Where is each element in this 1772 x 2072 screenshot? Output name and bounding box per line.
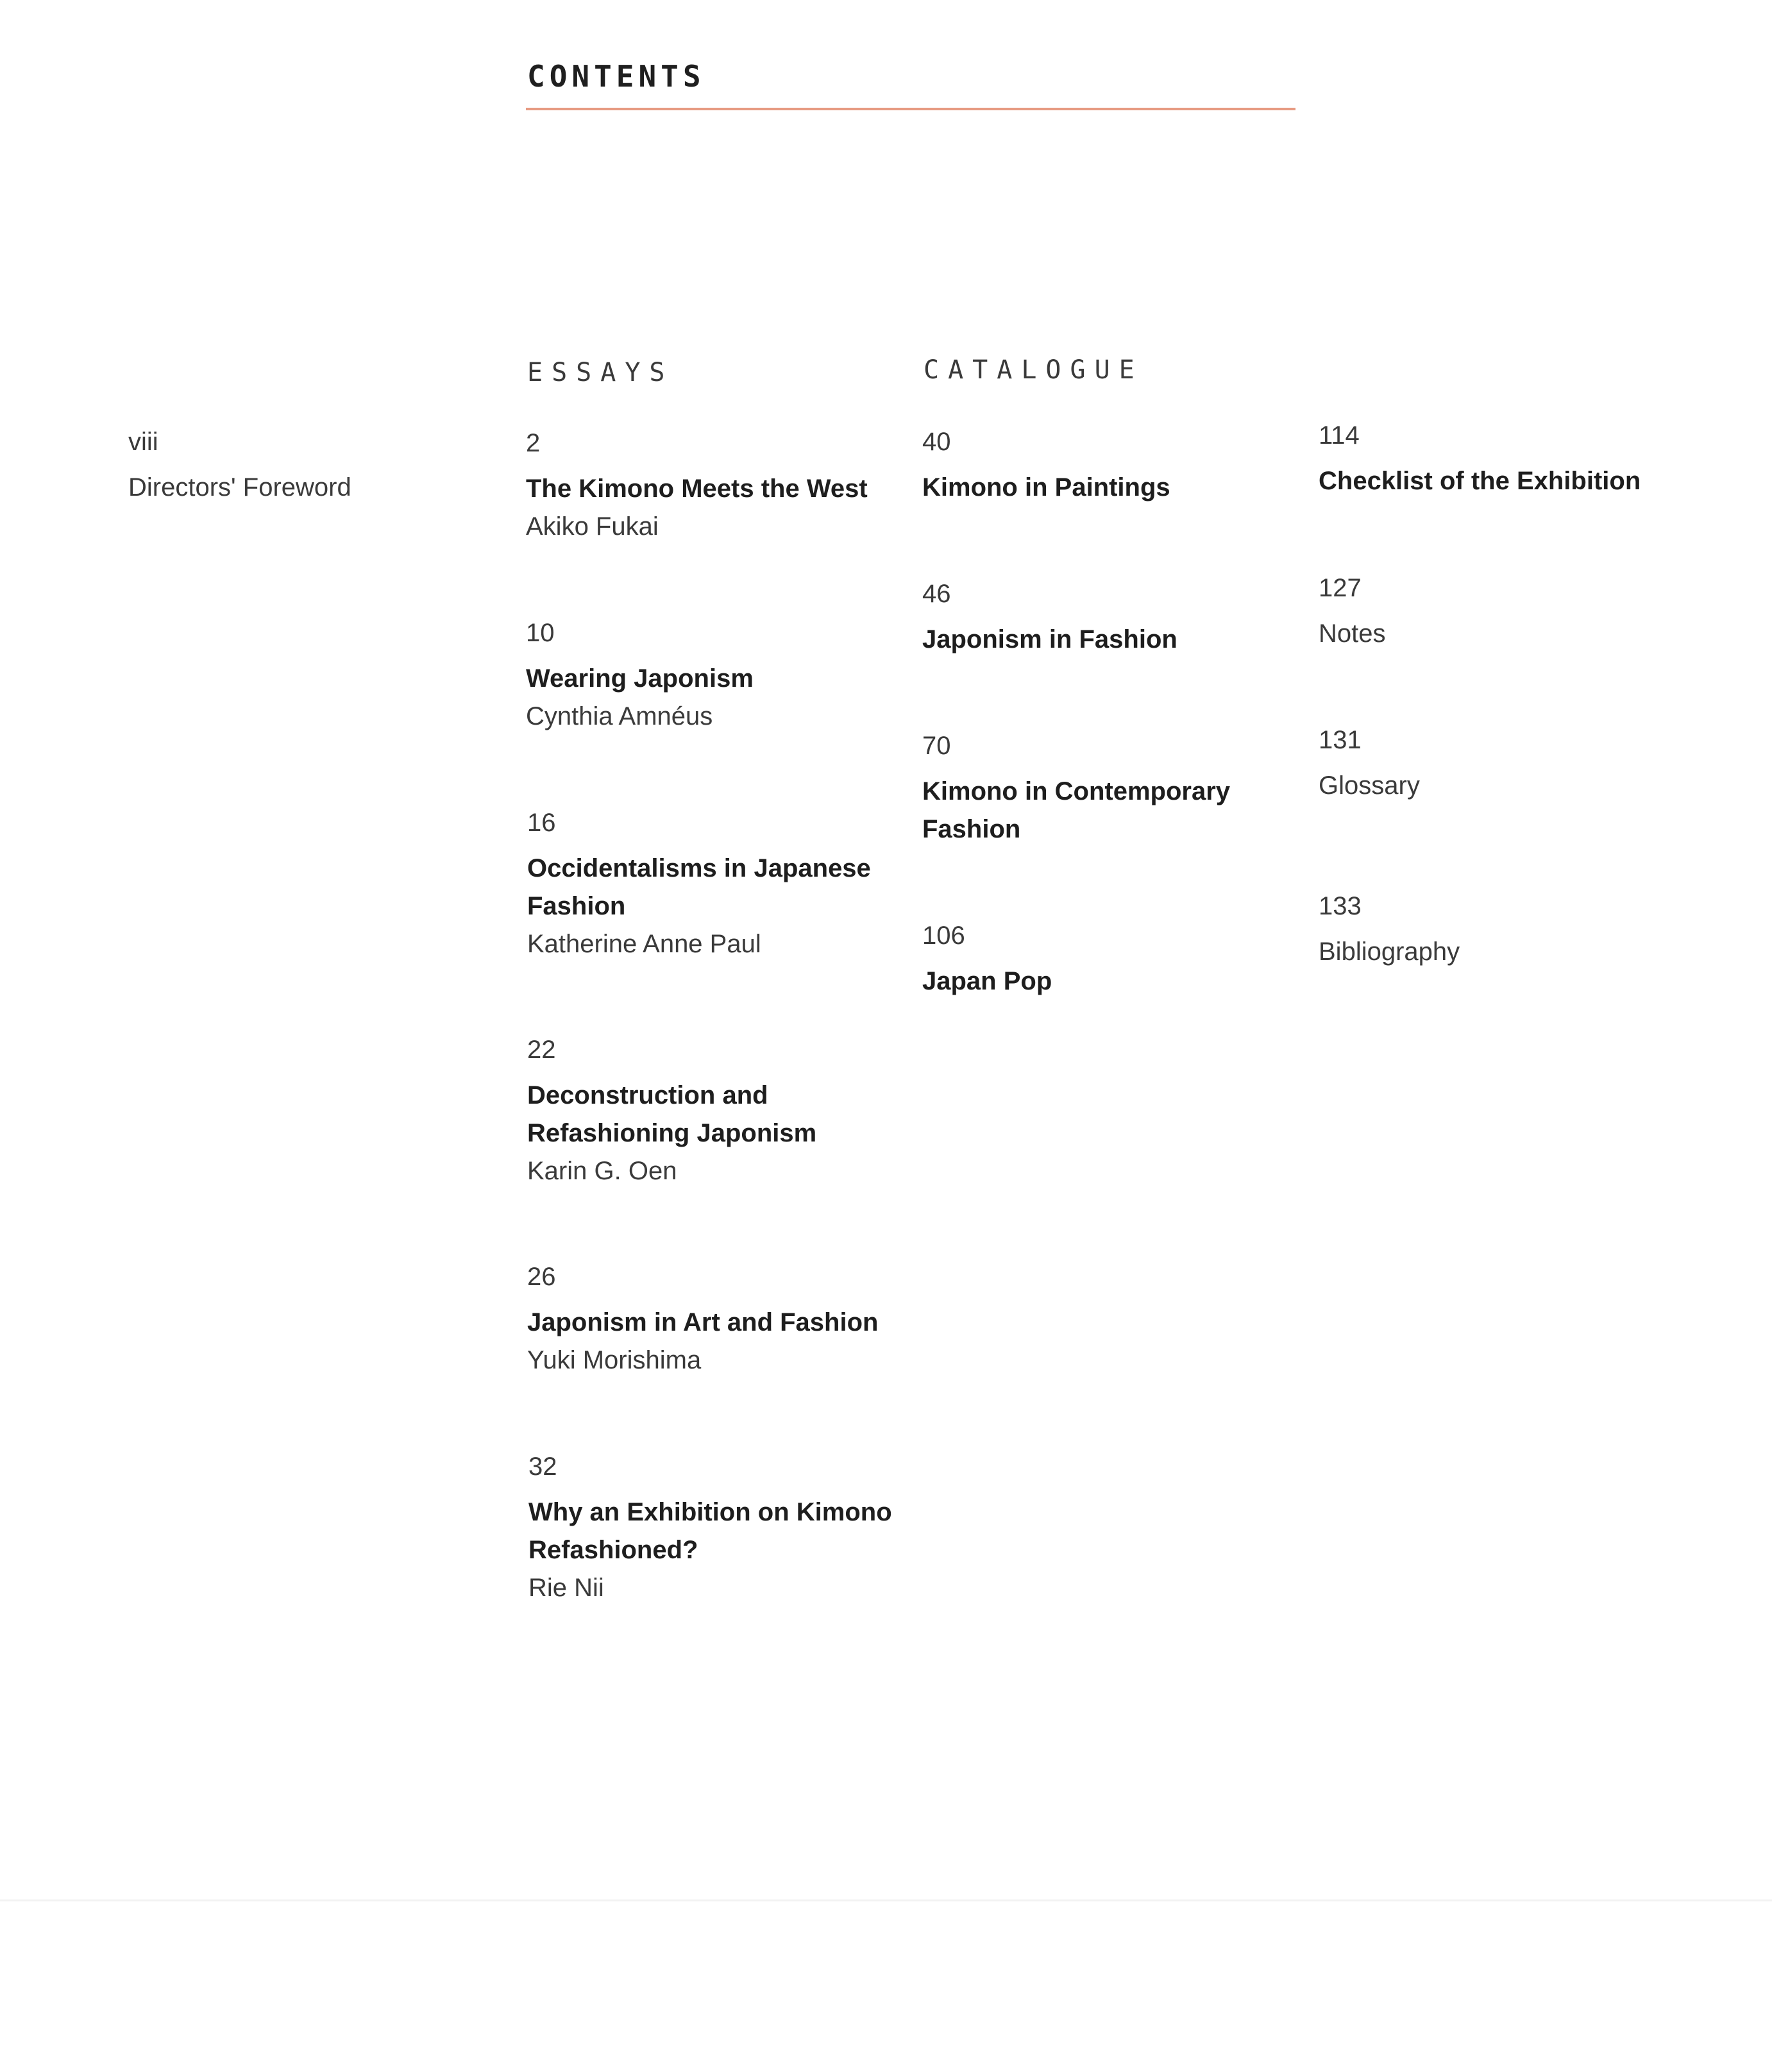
toc-entry-back[interactable] <box>1319 569 1703 653</box>
page-number: 114 <box>1319 421 1360 450</box>
entry-author: Yuki Morishima <box>527 1346 702 1374</box>
toc-entry-catalogue[interactable] <box>922 727 1256 848</box>
toc-entry-catalogue[interactable] <box>922 575 1307 659</box>
page-edge <box>0 1899 1772 1901</box>
toc-entry-essay[interactable] <box>528 1448 900 1607</box>
entry-author: Akiko Fukai <box>526 512 659 541</box>
toc-entry-catalogue[interactable] <box>922 423 1307 507</box>
entry-title: Wearing Japonism <box>526 664 754 693</box>
page-number: 22 <box>527 1036 556 1064</box>
toc-entry-back[interactable] <box>1319 888 1703 971</box>
entry-title: Bibliography <box>1319 938 1460 966</box>
page-title: CONTENTS <box>527 59 705 94</box>
toc-entry-essay[interactable] <box>526 425 911 546</box>
page-number: 106 <box>922 922 965 950</box>
title-rule <box>526 108 1295 110</box>
toc-entry-essay[interactable] <box>526 614 911 736</box>
entry-title: Occidentalisms in Japanese Fashion <box>527 854 871 920</box>
toc-entry-back[interactable] <box>1319 721 1703 805</box>
entry-title: Japonism in Art and Fashion <box>527 1308 879 1336</box>
toc-entry-essay[interactable] <box>527 804 886 963</box>
entry-title: Why an Exhibition on Kimono Refashioned? <box>528 1498 892 1564</box>
entry-author: Cynthia Amnéus <box>526 702 713 730</box>
page-number: 2 <box>526 429 541 457</box>
section-heading-essays: ESSAYS <box>527 358 674 387</box>
page-number: 133 <box>1319 892 1362 920</box>
entry-title: Japan Pop <box>922 967 1052 995</box>
page-number: viii <box>128 428 158 456</box>
page-number: 10 <box>526 619 555 647</box>
entry-title: Checklist of the Exhibition <box>1319 467 1641 495</box>
page-number: 127 <box>1319 574 1362 602</box>
toc-entry-essay[interactable] <box>527 1258 912 1379</box>
entry-title: Kimono in Contemporary Fashion <box>922 777 1231 843</box>
entry-author: Katherine Anne Paul <box>527 930 761 958</box>
entry-author: Rie Nii <box>528 1574 604 1602</box>
page-number: 70 <box>922 732 951 760</box>
toc-entry-catalogue[interactable] <box>922 917 1307 1000</box>
toc-entry-back[interactable] <box>1319 417 1729 500</box>
toc-entry-essay[interactable] <box>527 1031 873 1190</box>
page-number: 32 <box>528 1453 557 1481</box>
page-number: 131 <box>1319 726 1362 754</box>
entry-author: Karin G. Oen <box>527 1157 677 1185</box>
entry-title: Glossary <box>1319 771 1420 800</box>
toc-entry-front[interactable] <box>128 423 462 507</box>
entry-title: The Kimono Meets the West <box>526 475 868 503</box>
entry-title: Notes <box>1319 619 1386 648</box>
section-heading-catalogue: CATALOGUE <box>924 355 1143 385</box>
page-number: 40 <box>922 428 951 456</box>
entry-title: Directors' Foreword <box>128 473 351 501</box>
entry-title: Kimono in Paintings <box>922 473 1170 501</box>
page-number: 16 <box>527 809 556 837</box>
page-number: 26 <box>527 1263 556 1291</box>
page-number: 46 <box>922 580 951 608</box>
entry-title: Deconstruction and Refashioning Japonism <box>527 1081 817 1147</box>
entry-title: Japonism in Fashion <box>922 625 1177 653</box>
